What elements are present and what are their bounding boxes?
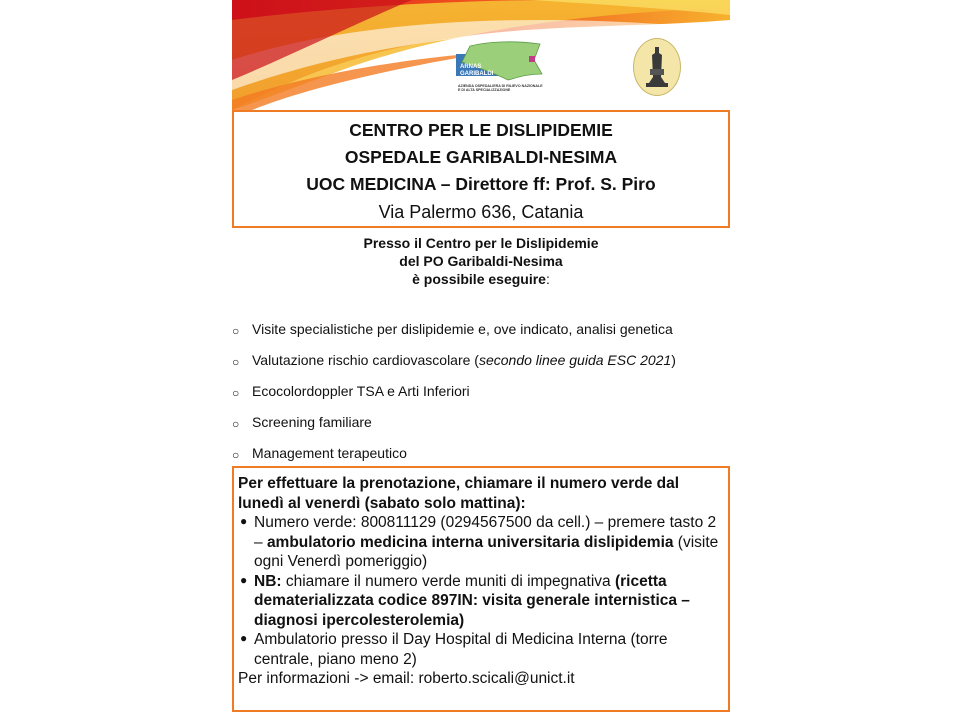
contact-email: Per informazioni -> email: roberto.scicali@unict.it (238, 670, 575, 687)
nb-text: chiamare il numero verde muniti di impegnativa (281, 572, 615, 590)
list-item (234, 513, 728, 572)
phone-info: Numero verde: 800811129 (0294567500 da cell.) – premere tasto 2 – (254, 514, 717, 551)
intro-line3: è possibile eseguire (412, 271, 546, 287)
center-title: CENTRO PER LE DISLIPIDEMIE (349, 120, 613, 140)
intro-text (232, 234, 730, 288)
services-list (232, 318, 730, 473)
intro-line1: Presso il Centro per le Dislipidemie (363, 235, 599, 251)
service-label: Valutazione rischio cardiovascolare ( (252, 352, 479, 368)
logo-line2: GARIBALDI (460, 71, 494, 77)
circle-bullet-icon: ○ (232, 417, 240, 431)
booking-box (232, 466, 730, 712)
department-director: UOC MEDICINA – Direttore ff: Prof. S. Piro (306, 174, 656, 194)
service-label: Management terapeutico (252, 445, 407, 461)
bullet-dot-icon: ● (240, 514, 248, 528)
hospital-name: OSPEDALE GARIBALDI-NESIMA (344, 147, 618, 167)
service-note: secondo linee guida ESC 2021 (478, 352, 672, 368)
university-seal-icon (633, 38, 681, 96)
prescription-code: (ricetta dematerializzata codice 897IN: visita generale internistica – diagnosi ipercolesterolemia) (254, 572, 690, 629)
bullet-dot-icon: ● (240, 572, 248, 587)
circle-bullet-icon: ○ (232, 386, 240, 400)
bullet-dot-icon: ● (240, 631, 248, 645)
service-label-end: ) (671, 352, 676, 368)
intro-line2: del PO Garibaldi-Nesima (399, 253, 563, 269)
arnas-garibaldi-logo (456, 40, 546, 96)
logo-line1: ARNAS (460, 64, 482, 70)
list-item (234, 630, 728, 669)
service-label: Screening familiare (252, 414, 372, 430)
header-box (232, 110, 730, 228)
nb-label: NB: (254, 572, 282, 590)
intro-colon: : (545, 271, 550, 287)
list-item (234, 572, 728, 631)
circle-bullet-icon: ○ (232, 448, 240, 462)
clinic-location: Ambulatorio presso il Day Hospital di Medicina Interna (torre centrale, piano meno 2) (254, 631, 668, 668)
circle-bullet-icon: ○ (232, 324, 240, 338)
clinic-name: ambulatorio medicina interna universitaria dislipidemia (266, 533, 674, 551)
service-label: Visite specialistiche per dislipidemie e, ove indicato, analisi genetica (252, 321, 673, 337)
circle-bullet-icon: ○ (232, 355, 240, 369)
list-item (232, 411, 730, 442)
list-item (232, 380, 730, 411)
list-item (232, 349, 730, 380)
flyer (232, 0, 730, 720)
service-label: Ecocolordoppler TSA e Arti Inferiori (252, 383, 470, 399)
booking-list (234, 513, 728, 669)
list-item (232, 318, 730, 349)
visit-schedule: (visite ogni Venerdì pomeriggio) (254, 533, 719, 570)
logo-subtitle: AZIENDA OSPEDALIERA DI RILIEVO NAZIONALE E DI ALTA SPECIALIZZAZIONE (458, 84, 543, 92)
booking-heading: Per effettuare la prenotazione, chiamare il numero verde dal lunedì al venerdì (sabato solo mattina): (238, 475, 680, 512)
address: Via Palermo 636, Catania (378, 202, 584, 222)
